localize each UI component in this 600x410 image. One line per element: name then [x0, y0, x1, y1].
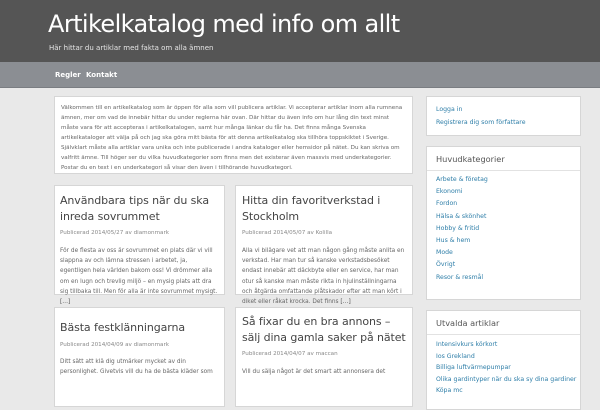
nav-item-regler[interactable]: Regler	[55, 71, 81, 79]
post-title[interactable]: Hitta din favoritverkstad i Stockholm	[242, 194, 381, 223]
categories-widget	[426, 146, 581, 300]
post-meta	[242, 230, 407, 236]
nav-item-kontakt[interactable]: Kontakt	[86, 71, 118, 79]
post-author[interactable]: diamonmark	[133, 230, 169, 236]
post-meta-prefix: Publicerad	[242, 230, 272, 236]
login-link[interactable]: Logga in	[436, 106, 463, 113]
post-card	[235, 307, 413, 407]
post-meta-prefix: Publicerad	[60, 341, 90, 348]
register-author-link[interactable]: Registrera dig som författare	[436, 118, 526, 126]
post-title[interactable]: Bästa festklänningarna	[60, 321, 185, 334]
post-author[interactable]: Kolilla	[315, 230, 333, 236]
featured-widget	[426, 310, 581, 410]
featured-article-link[interactable]: Intensivkurs körkort	[436, 341, 498, 348]
post-excerpt	[242, 367, 407, 377]
category-link[interactable]: Resor & resmål	[436, 273, 484, 281]
post-meta-by: av	[125, 230, 132, 236]
post-date[interactable]: 2014/04/09	[91, 341, 124, 348]
post-excerpt-text: Vill du sälja något är det smart att annonsera det	[242, 369, 386, 375]
widget-title: Huvudkategorier	[427, 147, 580, 171]
featured-article-link[interactable]: Olika gardintyper när du ska sy dina gardiner	[436, 375, 577, 383]
post-card	[54, 185, 225, 306]
post-meta	[60, 230, 219, 236]
account-widget	[426, 96, 581, 136]
read-more-link[interactable]: […]	[60, 299, 71, 306]
intro-box	[54, 96, 413, 174]
site-header	[0, 0, 600, 62]
featured-article-link[interactable]: Billiga luftvärmepumpar	[436, 364, 511, 372]
main-nav	[0, 62, 600, 88]
post-meta	[60, 342, 219, 348]
post-card	[235, 185, 413, 306]
category-link[interactable]: Mode	[436, 249, 453, 257]
post-date[interactable]: 2014/05/27	[91, 230, 124, 236]
site-title[interactable]: Artikelkatalog med info om allt	[48, 10, 400, 38]
post-excerpt	[60, 246, 219, 307]
post-author[interactable]: maccan	[315, 351, 338, 357]
post-meta-prefix: Publicerad	[60, 230, 90, 236]
post-date[interactable]: 2014/04/07	[273, 351, 306, 357]
post-date[interactable]: 2014/05/07	[273, 230, 306, 236]
intro-text: Välkommen till en artikelkatalog som är öppen för alla som vill publicera artiklar. Vi accepterar artiklar inom alla rumnena ämnen, mer om vad de innebär hittar du under reglerna här ovan. Där hittar du även info om hur lång din text minst måste vara för att accepteras i artikelkatalogen, samt hur många länkar du får ha. Det finns många Svenska artikelkataloger att välja på och jag ska göra mitt bästa för att denna artikelkatalog ska tillhöra toppskiktet i Sverige. Självklart måste alla artiklar vara unika och inte publicerade i andra kataloger eller hemsidor på nätet. Du kan skriva om valfritt ämne. Till höger ser du vilka huvudkategorier som finns men det existerar även massvis med underkategorier. Postar du en text i en underkategori så visar den även i tillhörande huvudkategori.	[61, 105, 403, 171]
post-meta-by: av	[125, 341, 132, 348]
widget-title: Utvalda artiklar	[427, 311, 580, 335]
category-link[interactable]: Hobby & fritid	[436, 224, 480, 232]
post-excerpt-text: För de flesta av oss är sovrummet en plats där vi vill slappna av och lämna stressen i arbetet, ja, egentligen hela världen bakom oss! Vi drömmer alla om en lugn och trevlig miljö – en mysig plats att dra sig tillbaka till. Men för alla är inte sovrummet mysigt.	[60, 248, 218, 295]
post-excerpt	[60, 357, 219, 377]
post-excerpt-text: Ditt sätt att klä dig utmärker mycket av din personlighet. Givetvis vill du ha de bästa kläder som	[60, 358, 213, 375]
category-link[interactable]: Arbete & företag	[436, 176, 488, 183]
post-author[interactable]: diamonmark	[133, 341, 169, 348]
post-meta-prefix: Publicerad	[242, 351, 272, 357]
featured-article-link[interactable]: Köpa mc	[436, 387, 463, 395]
post-card	[54, 307, 225, 407]
category-link[interactable]: Ekonomi	[436, 188, 463, 196]
post-meta	[242, 351, 407, 357]
post-title[interactable]: Så fixar du en bra annons – sälj dina gamla saker på nätet	[242, 315, 406, 344]
category-link[interactable]: Hälsa & skönhet	[436, 212, 487, 220]
site-description: Här hittar du artiklar med fakta om alla ämnen	[49, 44, 214, 52]
post-excerpt	[242, 246, 407, 307]
category-link[interactable]: Övrigt	[436, 261, 456, 269]
category-link[interactable]: Fordon	[436, 200, 458, 208]
post-meta-by: av	[307, 230, 314, 236]
featured-article-link[interactable]: Ios Grekland	[436, 352, 475, 360]
post-excerpt-text: Alla vi bilägare vet att man någon gång måste anlita en verkstad. Har man tur så kanske verkstadsbesöket endast innebär att däckbyte eller en service, har man otur så kanske man måste rikta in hjulinställningarna och åtgärda omfattande plåtskador efter att man kört i diket eller råkat krocka. Det finns	[242, 248, 405, 306]
read-more-link[interactable]: […]	[340, 299, 351, 306]
post-meta-by: av	[307, 351, 314, 357]
category-link[interactable]: Hus & hem	[436, 237, 471, 245]
post-title[interactable]: Användbara tips när du ska inreda sovrummet	[60, 194, 209, 223]
